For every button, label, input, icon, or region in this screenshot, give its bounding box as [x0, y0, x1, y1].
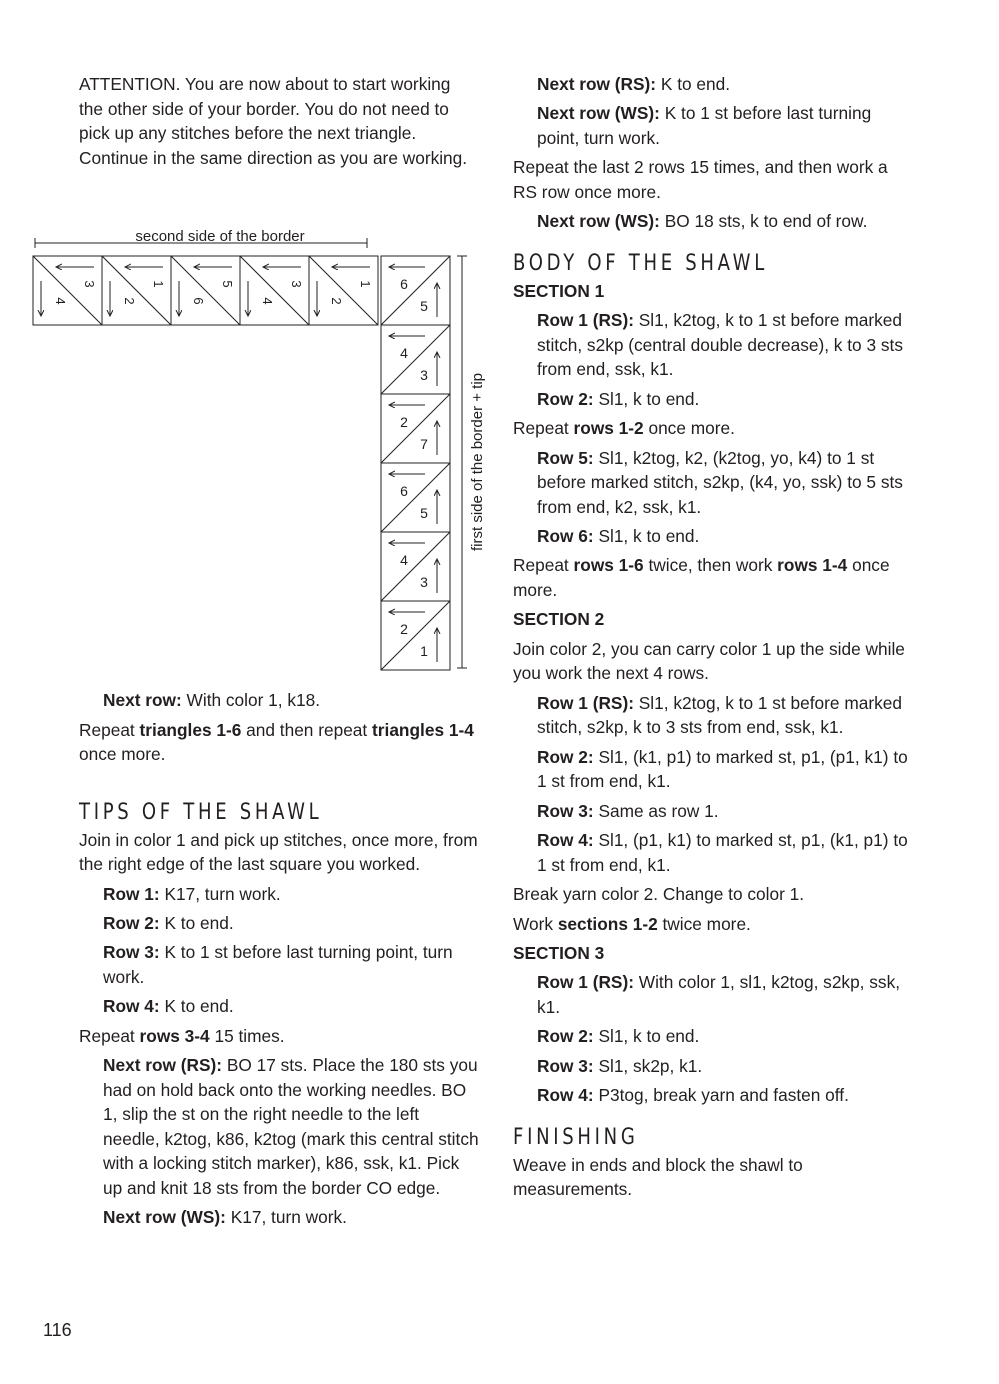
triangle-number: 4	[53, 297, 68, 305]
square-diagonal	[381, 256, 450, 325]
triangle-number: 5	[420, 298, 428, 314]
square-diagonal	[381, 532, 450, 601]
tips-row-3: Row 3: K to 1 st before last turning point, turn work.	[103, 942, 453, 987]
square-diagonal	[309, 256, 378, 325]
repeat-triangles-instruction: Repeat triangles 1-6 and then repeat triangles 1-4 once more.	[79, 719, 474, 765]
right-column	[513, 72, 913, 1206]
triangle-number: 3	[82, 280, 97, 288]
square-diagonal	[102, 256, 171, 325]
tips-heading: TIPS OF THE SHAWL	[79, 799, 323, 825]
top-border-label: second side of the border	[135, 228, 305, 245]
tips-next-row-rs: Next row (RS): BO 17 sts. Place the 180 sts you had on hold back onto the working needles. BO 1, slip the st on the right needle to the left needle, k2tog, k86, k2tog (mark this central stitch with a locking stitch marker), k86, ssk, k1. Pick up and knit 18 sts from the border CO edge.	[103, 1055, 479, 1199]
section-2-heading: SECTION 2	[513, 609, 605, 630]
s1-repeat: Repeat rows 1-2 once more.	[513, 418, 735, 439]
section-3-heading: SECTION 3	[513, 942, 605, 963]
body-heading: BODY OF THE SHAWL	[513, 250, 768, 276]
triangle-number: 4	[400, 345, 408, 361]
s2-row-2: Row 2: Sl1, (k1, p1) to marked st, p1, (p1, k1) to 1 st from end, k1.	[537, 746, 908, 792]
s3-row-4: Row 4: P3tog, break yarn and fasten off.	[537, 1085, 849, 1106]
square-diagonal	[381, 601, 450, 670]
triangle-number: 4	[260, 297, 275, 305]
square-diagonal	[33, 256, 102, 325]
s2-intro: Join color 2, you can carry color 1 up the side while you work the next 4 rows.	[513, 638, 905, 684]
triangle-number: 3	[420, 367, 428, 383]
top-square	[102, 256, 171, 325]
next-row-ws-bo: Next row (WS): BO 18 sts, k to end of row.	[537, 211, 868, 232]
square-diagonal	[171, 256, 240, 325]
square-diagonal	[381, 325, 450, 394]
triangle-number: 3	[289, 280, 304, 288]
tips-intro: Join in color 1 and pick up stitches, once more, from the right edge of the last square you worked.	[79, 829, 478, 875]
triangle-number: 6	[191, 297, 206, 305]
top-triangle-row	[33, 256, 378, 325]
s2-work: Work sections 1-2 twice more.	[513, 913, 751, 934]
vertical-square	[381, 532, 450, 601]
s3-row-3: Row 3: Sl1, sk2p, k1.	[537, 1055, 703, 1076]
next-row-ws: Next row (WS): K to 1 st before last turning point, turn work.	[537, 103, 872, 148]
square-diagonal	[381, 463, 450, 532]
triangle-number: 2	[400, 621, 408, 637]
s1-row-5: Row 5: Sl1, k2tog, k2, (k2tog, yo, k4) to 1 st before marked stitch, s2kp, (k4, yo, ssk) to 5 sts from end, k2, ssk, k1.	[537, 447, 903, 517]
tips-row-2: Row 2: K to end.	[103, 912, 234, 933]
s2-break: Break yarn color 2. Change to color 1.	[513, 884, 805, 905]
triangle-number: 3	[420, 574, 428, 590]
triangle-number: 2	[329, 297, 344, 305]
s1-row-1: Row 1 (RS): Sl1, k2tog, k to 1 st before marked stitch, s2kp (central double decrease), k to 3 sts from end, ssk, k1.	[537, 310, 903, 380]
side-dimension-line	[457, 256, 467, 668]
s2-row-3: Row 3: Same as row 1.	[537, 800, 719, 821]
vertical-square	[381, 394, 450, 463]
top-square	[240, 256, 309, 325]
page-number: 116	[43, 1320, 72, 1340]
s3-row-2: Row 2: Sl1, k to end.	[537, 1026, 700, 1047]
tips-next-row-ws: Next row (WS): K17, turn work.	[103, 1207, 347, 1228]
s3-row-1: Row 1 (RS): With color 1, sl1, k2tog, s2kp, ssk, k1.	[537, 972, 901, 1017]
triangle-number: 4	[400, 552, 408, 568]
attention-paragraph: ATTENTION. You are now about to start working the other side of your border. You do not need to pick up any stitches before the next triangle. Continue in the same direction as you are working.	[79, 74, 468, 168]
triangle-number: 5	[420, 505, 428, 521]
tips-row-4: Row 4: K to end.	[103, 996, 234, 1017]
triangle-number: 1	[358, 280, 373, 288]
finishing-heading: FINISHING	[513, 1124, 639, 1150]
s1-row-2: Row 2: Sl1, k to end.	[537, 388, 700, 409]
vertical-square	[381, 256, 450, 325]
s2-row-1: Row 1 (RS): Sl1, k2tog, k to 1 st before marked stitch, s2kp, k to 3 sts from end, ssk, k1.	[537, 692, 902, 738]
vertical-triangle-column	[381, 256, 450, 670]
finishing-text: Weave in ends and block the shawl to measurements.	[513, 1154, 803, 1200]
top-square	[309, 256, 378, 325]
tips-row-1: Row 1: K17, turn work.	[103, 883, 281, 904]
triangle-number: 2	[400, 414, 408, 430]
triangle-number: 1	[151, 280, 166, 288]
repeat-last-rows: Repeat the last 2 rows 15 times, and then work a RS row once more.	[513, 157, 888, 202]
square-diagonal	[381, 394, 450, 463]
triangle-number: 6	[400, 483, 408, 499]
vertical-square	[381, 601, 450, 670]
vertical-square	[381, 325, 450, 394]
top-square	[171, 256, 240, 325]
next-row-rs: Next row (RS): K to end.	[537, 74, 731, 94]
next-row-instruction: Next row: With color 1, k18.	[103, 690, 321, 711]
top-square	[33, 256, 102, 325]
triangle-number: 2	[122, 297, 137, 305]
s1-row-6: Row 6: Sl1, k to end.	[537, 526, 700, 547]
square-diagonal	[240, 256, 309, 325]
s1-repeat-2: Repeat rows 1-6 twice, then work rows 1-4 once more.	[513, 555, 890, 601]
tips-repeat: Repeat rows 3-4 15 times.	[79, 1025, 285, 1046]
section-1-heading: SECTION 1	[513, 280, 605, 301]
side-border-label: first side of the border + tip	[469, 372, 486, 552]
triangle-number: 5	[220, 280, 235, 288]
triangle-number: 7	[420, 436, 428, 452]
triangle-number: 1	[420, 643, 428, 659]
triangle-number: 6	[400, 276, 408, 292]
vertical-square	[381, 463, 450, 532]
s2-row-4: Row 4: Sl1, (p1, k1) to marked st, p1, (k1, p1) to 1 st from end, k1.	[537, 830, 908, 875]
